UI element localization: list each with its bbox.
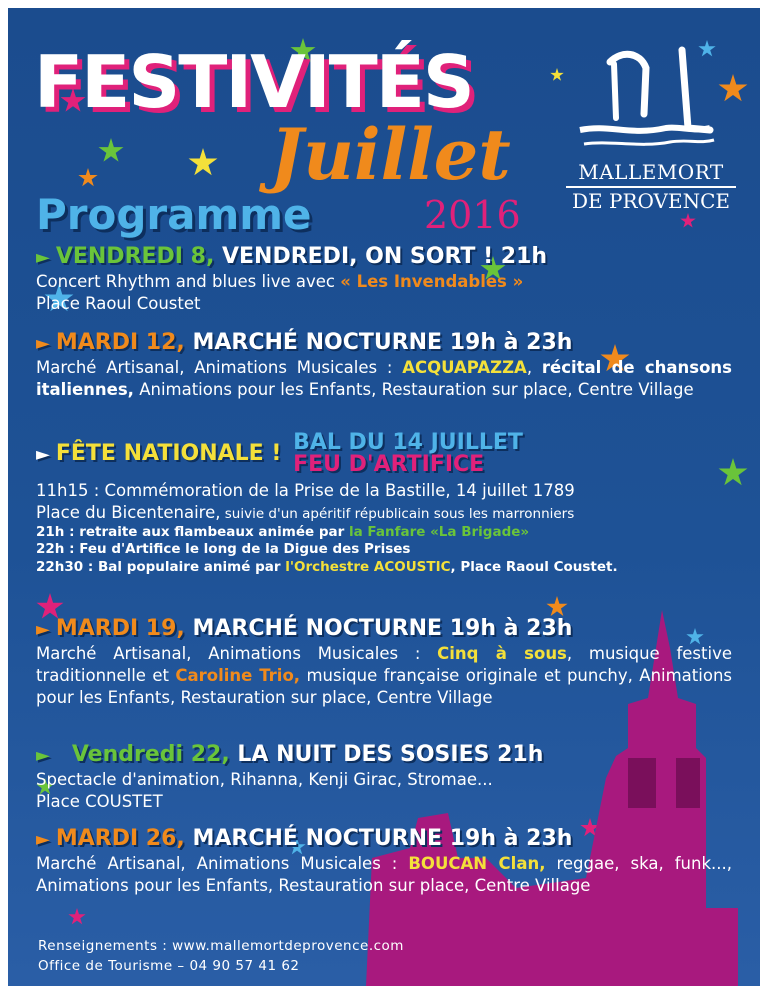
schedule-text: 21h : retraite aux flambeaux animée par bbox=[36, 523, 349, 540]
mallemort-logo-mark-icon bbox=[570, 44, 720, 156]
performer-name: la Fanfare «La Brigade» bbox=[349, 523, 530, 540]
poster-subtitle: Juillet bbox=[270, 113, 511, 196]
schedule-line bbox=[36, 524, 732, 542]
event-fete-nationale bbox=[36, 432, 732, 577]
description-text: Spectacle d'animation, Rihanna, Kenji Girac, Stromae... bbox=[36, 770, 493, 790]
arrow-right-icon: ► bbox=[36, 247, 50, 268]
star-icon bbox=[78, 168, 98, 188]
schedule-line bbox=[36, 502, 732, 524]
feu-title: FEU D'ARTIFICE bbox=[293, 452, 485, 477]
performer-name: l'Orchestre ACOUSTIC bbox=[285, 559, 451, 576]
event-title: LA NUIT DES SOSIES 21h bbox=[237, 742, 544, 767]
arrow-right-icon: ► bbox=[36, 444, 50, 465]
description-text: Concert Rhythm and blues live avec bbox=[36, 272, 341, 292]
mallemort-logo bbox=[566, 44, 736, 213]
description-text: Animations pour les Enfants, Restauration sur place, Centre Village bbox=[133, 380, 694, 400]
schedule-text: Place du Bicentenaire, bbox=[36, 502, 221, 522]
poster-title: FESTIVITÉS bbox=[34, 40, 473, 124]
event-description bbox=[36, 853, 732, 897]
arrow-right-icon: ► bbox=[36, 745, 50, 766]
event-mardi-19 bbox=[36, 616, 732, 709]
event-day: Vendredi 22, bbox=[71, 742, 230, 767]
schedule-text: suivie d'un apéritif républicain sous les marronniers bbox=[220, 505, 575, 522]
schedule-line: 11h15 : Commémoration de la Prise de la Bastille, 14 juillet 1789 bbox=[36, 481, 575, 500]
event-title: MARCHÉ NOCTURNE 19h à 23h bbox=[192, 330, 573, 355]
star-icon bbox=[68, 908, 86, 926]
schedule-line bbox=[36, 559, 732, 577]
event-mardi-12 bbox=[36, 330, 732, 401]
performer-name: Caroline Trio, bbox=[175, 666, 301, 686]
event-day: MARDI 12, bbox=[55, 330, 185, 355]
performer-name: BOUCAN Clan, bbox=[408, 854, 546, 874]
star-icon bbox=[188, 148, 218, 178]
description-bold: récital de chansons italiennes, bbox=[36, 358, 732, 400]
performer-name: Cinq à sous bbox=[437, 644, 567, 664]
bal-title: BAL DU 14 JUILLET bbox=[293, 430, 523, 455]
schedule-text: , Place Raoul Coustet. bbox=[450, 559, 618, 576]
programme-label: Programme bbox=[36, 190, 312, 239]
description-text: musique française originale et punchy, Animations pour les Enfants, Restauration sur place, Centre Village bbox=[36, 666, 732, 707]
event-title: MARCHÉ NOCTURNE 19h à 23h bbox=[192, 826, 573, 851]
performer-name: « Les Invendables » bbox=[340, 272, 524, 292]
event-heading bbox=[36, 742, 732, 767]
logo-text-line2: DE PROVENCE bbox=[566, 186, 736, 213]
star-icon bbox=[98, 138, 124, 164]
event-description bbox=[36, 357, 732, 401]
arrow-right-icon: ► bbox=[36, 829, 50, 850]
schedule-line: 22h : Feu d'Artifice le long de la Digue des Prises bbox=[36, 541, 411, 558]
description-text: Marché Artisanal, Animations Musicales : bbox=[36, 358, 403, 378]
event-location: Place COUSTET bbox=[36, 792, 163, 812]
description-text: reggae, ska, funk..., Animations pour les Enfants, Restauration sur place, Centre Village bbox=[36, 854, 732, 896]
event-description bbox=[36, 271, 732, 315]
year-label: 2016 bbox=[424, 193, 521, 237]
footer-website: Renseignements : www.mallemortdeprovence.com bbox=[38, 938, 404, 954]
footer-phone: Office de Tourisme – 04 90 57 41 62 bbox=[38, 958, 300, 975]
event-title: VENDREDI, ON SORT ! 21h bbox=[221, 244, 548, 269]
star-icon bbox=[550, 68, 564, 82]
footer-info bbox=[38, 936, 404, 977]
star-icon bbox=[680, 213, 696, 229]
event-location: Place Raoul Coustet bbox=[36, 294, 201, 314]
event-vendredi-22 bbox=[36, 742, 732, 813]
event-day: MARDI 26, bbox=[55, 826, 185, 851]
performer-name: ACQUAPAZZA bbox=[402, 358, 527, 378]
logo-text-line1: MALLEMORT bbox=[578, 160, 724, 184]
event-description bbox=[36, 769, 732, 813]
event-title: MARCHÉ NOCTURNE 19h à 23h bbox=[192, 616, 573, 641]
event-vendredi-8 bbox=[36, 244, 732, 315]
event-description bbox=[36, 480, 732, 577]
description-text: , musique festive traditionnelle et bbox=[36, 644, 732, 686]
arrow-right-icon: ► bbox=[36, 333, 50, 354]
arrow-right-icon: ► bbox=[36, 619, 50, 640]
event-heading bbox=[36, 826, 732, 851]
event-heading bbox=[36, 432, 732, 476]
description-text: Marché Artisanal, Animations Musicales : bbox=[36, 854, 409, 874]
schedule-text: 22h30 : Bal populaire animé par bbox=[36, 559, 286, 576]
event-day: VENDREDI 8, bbox=[55, 244, 215, 269]
description-text: , bbox=[526, 358, 533, 378]
event-heading bbox=[36, 330, 732, 355]
poster bbox=[8, 8, 760, 986]
description-text: Marché Artisanal, Animations Musicales : bbox=[36, 644, 438, 664]
event-day: MARDI 19, bbox=[55, 616, 185, 641]
event-heading bbox=[36, 616, 732, 641]
event-heading bbox=[36, 244, 732, 269]
event-description bbox=[36, 643, 732, 708]
fete-titles bbox=[293, 432, 523, 476]
event-mardi-26 bbox=[36, 826, 732, 897]
event-day: FÊTE NATIONALE ! bbox=[55, 441, 282, 466]
